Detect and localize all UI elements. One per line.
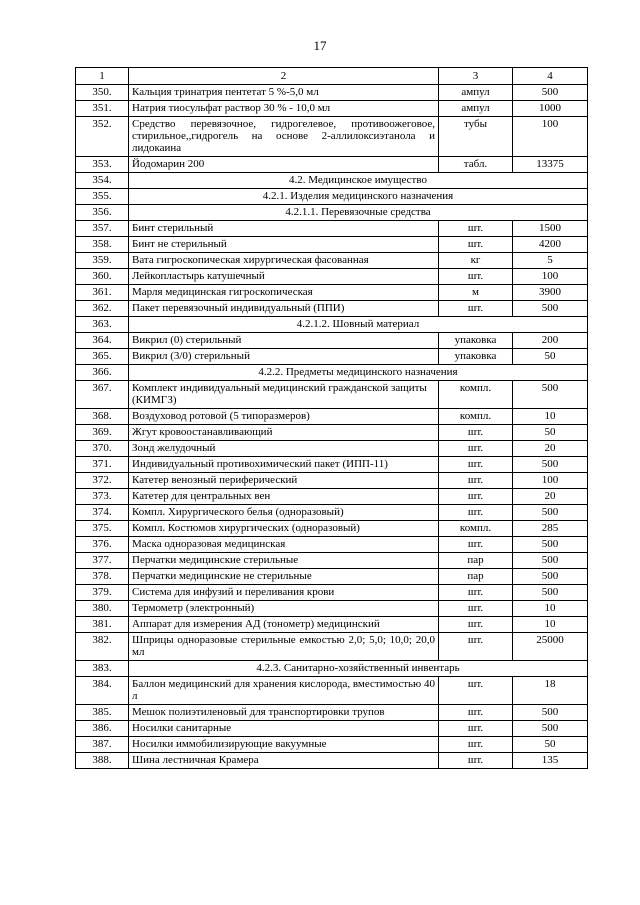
row-number: 373. [76,489,129,505]
table-header-row [76,68,588,85]
row-number: 388. [76,753,129,769]
row-number: 360. [76,269,129,285]
row-number: 356. [76,205,129,221]
item-quantity: 100 [513,473,588,489]
item-name: Компл. Хирургического белья (одноразовый) [129,505,439,521]
item-quantity: 500 [513,301,588,317]
row-number: 370. [76,441,129,457]
item-quantity: 25000 [513,633,588,661]
item-name: Лейкопластырь катушечный [129,269,439,285]
row-number: 380. [76,601,129,617]
item-name: Натрия тиосульфат раствор 30 % - 10,0 мл [129,101,439,117]
item-name: Носилки санитарные [129,721,439,737]
column-header-quantity: 4 [513,68,588,85]
table-row [76,221,588,237]
item-unit: пар [439,569,513,585]
item-unit: шт. [439,721,513,737]
item-name: Бинт не стерильный [129,237,439,253]
row-number: 365. [76,349,129,365]
item-name: Бинт стерильный [129,221,439,237]
item-unit: кг [439,253,513,269]
item-name: Термометр (электронный) [129,601,439,617]
table-row [76,677,588,705]
item-quantity: 1000 [513,101,588,117]
item-quantity: 50 [513,349,588,365]
section-heading: 4.2.1. Изделия медицинского назначения [129,189,588,205]
item-name: Вата гигроскопическая хирургическая фасованная [129,253,439,269]
row-number: 383. [76,661,129,677]
section-heading-row [76,365,588,381]
table-row [76,753,588,769]
row-number: 350. [76,85,129,101]
item-quantity: 50 [513,737,588,753]
item-quantity: 50 [513,425,588,441]
row-number: 364. [76,333,129,349]
item-name: Перчатки медицинские стерильные [129,553,439,569]
row-number: 352. [76,117,129,157]
item-quantity: 1500 [513,221,588,237]
item-name: Баллон медицинский для хранения кислорода, вместимостью 40 л [129,677,439,705]
item-unit: компл. [439,521,513,537]
section-heading: 4.2.1.2. Шовный материал [129,317,588,333]
item-name: Жгут кровоостанавливающий [129,425,439,441]
item-name: Пакет перевязочный индивидуальный (ППИ) [129,301,439,317]
item-name: Перчатки медицинские не стерильные [129,569,439,585]
table-row [76,441,588,457]
item-unit: упаковка [439,333,513,349]
row-number: 363. [76,317,129,333]
item-unit: шт. [439,705,513,721]
table-row [76,269,588,285]
row-number: 366. [76,365,129,381]
item-quantity: 500 [513,721,588,737]
item-name: Носилки иммобилизирующие вакуумные [129,737,439,753]
item-name: Шина лестничная Крамера [129,753,439,769]
table-row [76,409,588,425]
table-row [76,489,588,505]
item-unit: ампул [439,101,513,117]
item-name: Маска одноразовая медицинская [129,537,439,553]
section-heading: 4.2.2. Предметы медицинского назначения [129,365,588,381]
row-number: 378. [76,569,129,585]
item-unit: табл. [439,157,513,173]
item-name: Средство перевязочное, гидрогелевое, противоожеговое, стирильное,,гидрогель на основе 2-аллилоксиэтанола и лидокаина [129,117,439,157]
table-row [76,381,588,409]
item-unit: пар [439,553,513,569]
item-unit: шт. [439,301,513,317]
item-unit: компл. [439,381,513,409]
item-quantity: 20 [513,441,588,457]
table-row [76,505,588,521]
item-name: Компл. Костюмов хирургических (одноразовый) [129,521,439,537]
item-quantity: 135 [513,753,588,769]
item-name: Комплект индивидуальный медицинский гражданской защиты (КИМГЗ) [129,381,439,409]
section-heading: 4.2. Медицинское имущество [129,173,588,189]
row-number: 381. [76,617,129,633]
column-header-name: 2 [129,68,439,85]
table-row [76,521,588,537]
item-unit: шт. [439,753,513,769]
section-heading: 4.2.3. Санитарно-хозяйственный инвентарь [129,661,588,677]
table-row [76,349,588,365]
section-heading-row [76,173,588,189]
item-quantity: 5 [513,253,588,269]
item-unit: ампул [439,85,513,101]
row-number: 351. [76,101,129,117]
table-row [76,705,588,721]
item-quantity: 10 [513,409,588,425]
table-row [76,553,588,569]
table-row [76,85,588,101]
item-quantity: 3900 [513,285,588,301]
row-number: 385. [76,705,129,721]
table-row [76,425,588,441]
table-row [76,633,588,661]
item-unit: шт. [439,237,513,253]
row-number: 354. [76,173,129,189]
item-quantity: 10 [513,601,588,617]
table-row [76,101,588,117]
item-quantity: 500 [513,569,588,585]
row-number: 362. [76,301,129,317]
item-name: Кальция тринатрия пентетат 5 %-5,0 мл [129,85,439,101]
table-row [76,537,588,553]
item-unit: шт. [439,617,513,633]
table-row [76,333,588,349]
column-header-number: 1 [76,68,129,85]
item-quantity: 4200 [513,237,588,253]
item-quantity: 285 [513,521,588,537]
item-unit: тубы [439,117,513,157]
page-number: 17 [313,38,327,53]
table-row [76,473,588,489]
supplies-table [75,67,588,769]
item-name: Шприцы одноразовые стерильные емкостью 2,0; 5,0; 10,0; 20,0 мл [129,633,439,661]
item-unit: компл. [439,409,513,425]
row-number: 361. [76,285,129,301]
item-unit: шт. [439,457,513,473]
item-name: Викрил (3/0) стерильный [129,349,439,365]
item-quantity: 500 [513,537,588,553]
item-unit: шт. [439,677,513,705]
row-number: 384. [76,677,129,705]
row-number: 359. [76,253,129,269]
item-unit: шт. [439,489,513,505]
item-unit: шт. [439,269,513,285]
table-row [76,157,588,173]
row-number: 387. [76,737,129,753]
row-number: 368. [76,409,129,425]
item-quantity: 500 [513,381,588,409]
item-unit: шт. [439,473,513,489]
table-row [76,617,588,633]
section-heading-row [76,661,588,677]
item-unit: упаковка [439,349,513,365]
table-row [76,285,588,301]
item-unit: шт. [439,601,513,617]
item-unit: шт. [439,505,513,521]
item-quantity: 200 [513,333,588,349]
item-name: Система для инфузий и переливания крови [129,585,439,601]
row-number: 377. [76,553,129,569]
section-heading-row [76,189,588,205]
row-number: 367. [76,381,129,409]
item-quantity: 500 [513,85,588,101]
item-quantity: 100 [513,117,588,157]
row-number: 353. [76,157,129,173]
item-quantity: 500 [513,705,588,721]
section-heading-row [76,205,588,221]
item-name: Воздуховод ротовой (5 типоразмеров) [129,409,439,425]
row-number: 355. [76,189,129,205]
item-name: Марля медицинская гигроскопическая [129,285,439,301]
table-row [76,721,588,737]
table-row [76,457,588,473]
table-row [76,301,588,317]
item-name: Индивидуальный противохимический пакет (ИПП-11) [129,457,439,473]
item-name: Аппарат для измерения АД (тонометр) медицинский [129,617,439,633]
item-unit: шт. [439,425,513,441]
item-quantity: 500 [513,553,588,569]
item-quantity: 500 [513,585,588,601]
item-unit: шт. [439,737,513,753]
item-quantity: 20 [513,489,588,505]
row-number: 358. [76,237,129,253]
item-name: Катетер для центральных вен [129,489,439,505]
table-row [76,601,588,617]
item-unit: шт. [439,537,513,553]
table-body [76,68,588,769]
table-row [76,737,588,753]
row-number: 372. [76,473,129,489]
item-name: Йодомарин 200 [129,157,439,173]
row-number: 386. [76,721,129,737]
item-unit: шт. [439,441,513,457]
row-number: 375. [76,521,129,537]
item-unit: шт. [439,221,513,237]
item-quantity: 500 [513,457,588,473]
item-unit: м [439,285,513,301]
item-name: Мешок полиэтиленовый для транспортировки трупов [129,705,439,721]
row-number: 374. [76,505,129,521]
row-number: 382. [76,633,129,661]
row-number: 376. [76,537,129,553]
item-unit: шт. [439,585,513,601]
table-row [76,237,588,253]
table-row [76,585,588,601]
table-row [76,117,588,157]
item-quantity: 500 [513,505,588,521]
row-number: 379. [76,585,129,601]
row-number: 371. [76,457,129,473]
item-name: Катетер венозный периферический [129,473,439,489]
section-heading-row [76,317,588,333]
table-row [76,569,588,585]
column-header-unit: 3 [439,68,513,85]
row-number: 357. [76,221,129,237]
item-unit: шт. [439,633,513,661]
row-number: 369. [76,425,129,441]
item-quantity: 10 [513,617,588,633]
table-row [76,253,588,269]
item-name: Зонд желудочный [129,441,439,457]
item-quantity: 13375 [513,157,588,173]
section-heading: 4.2.1.1. Перевязочные средства [129,205,588,221]
item-quantity: 18 [513,677,588,705]
item-quantity: 100 [513,269,588,285]
item-name: Викрил (0) стерильный [129,333,439,349]
